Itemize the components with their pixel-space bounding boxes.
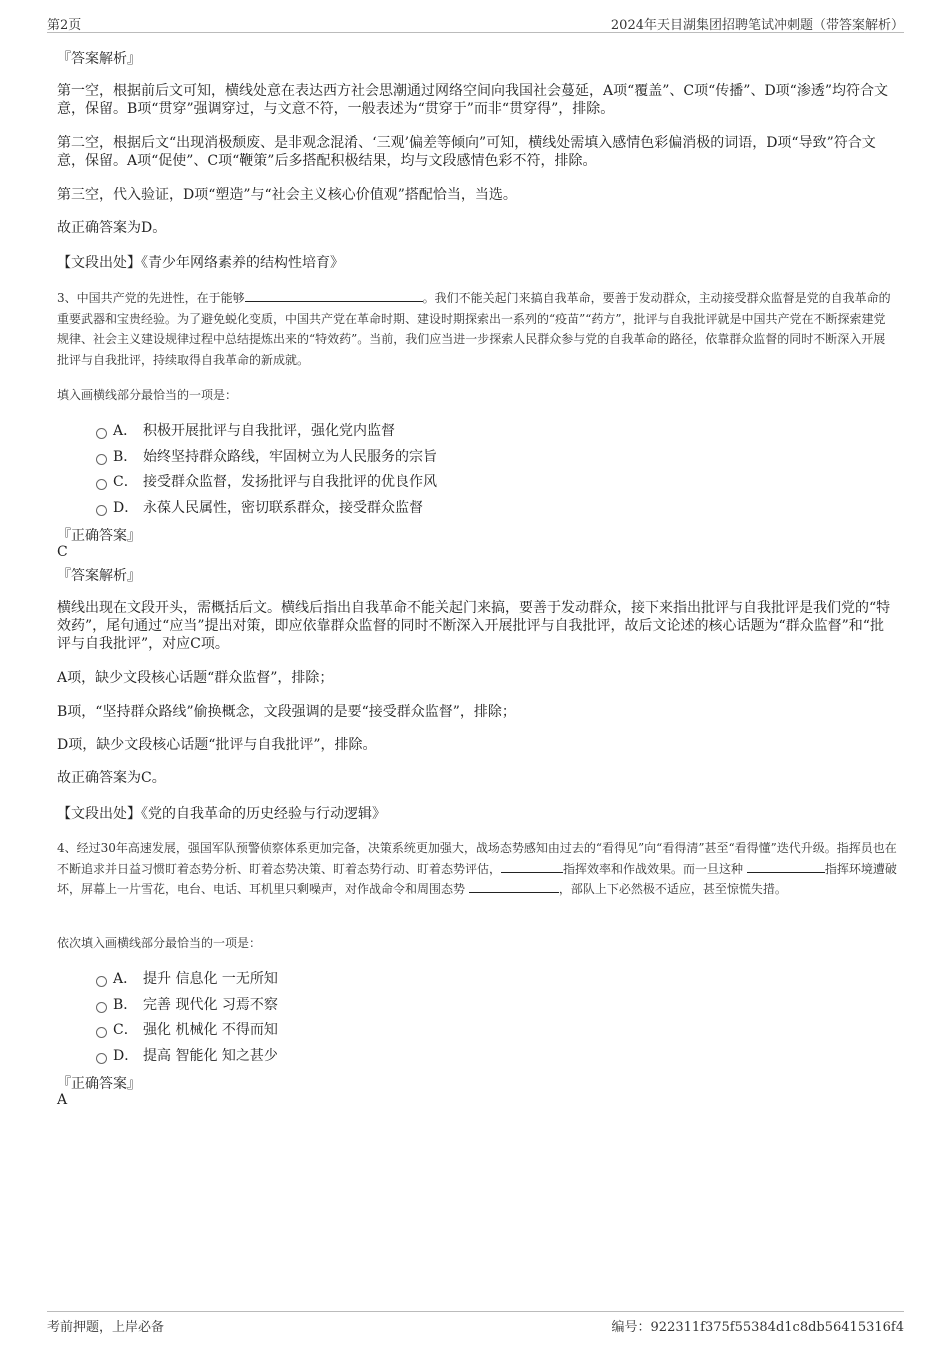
option-c[interactable]: C． 接受群众监督，发扬批评与自我批评的优良作风 xyxy=(96,471,437,491)
option-d[interactable]: D． 永葆人民属性，密切联系群众，接受群众监督 xyxy=(96,497,423,517)
radio-icon[interactable] xyxy=(96,454,107,465)
correct-answer-label: 『正确答案』 xyxy=(57,528,141,544)
correct-answer-label: 『正确答案』 xyxy=(57,1076,141,1092)
fill-blank xyxy=(469,880,559,893)
fill-blank xyxy=(245,289,423,302)
option-b[interactable]: B． 完善 现代化 习焉不察 xyxy=(96,994,278,1014)
radio-icon[interactable] xyxy=(96,976,107,987)
correct-answer-value: A xyxy=(57,1092,68,1108)
option-a[interactable]: A． 积极开展批评与自我批评，强化党内监督 xyxy=(96,420,395,440)
radio-icon[interactable] xyxy=(96,479,107,490)
option-b[interactable]: B． 始终坚持群众路线，牢固树立为人民服务的宗旨 xyxy=(96,446,437,466)
radio-icon[interactable] xyxy=(96,1002,107,1013)
option-a[interactable]: A． 提升 信息化 一无所知 xyxy=(96,968,278,988)
source-citation: 【文段出处】《党的自我革命的历史经验与行动逻辑》 xyxy=(57,806,386,822)
question-prompt: 填入画横线部分最恰当的一项是： xyxy=(57,388,238,402)
analysis-paragraph: 第二空，根据后文“出现消极颓废、是非观念混淆、‘三观’偏差等倾向”可知，横线处需填入感情色彩偏消极的词语，D项“导致”符合文意，保留。A项“促使”、C项“鞭策”后多搭配积极结果，均与文段感情色彩不符，排除。 xyxy=(57,135,876,169)
radio-icon[interactable] xyxy=(96,505,107,516)
footer-slogan: 考前押题，上岸必备 xyxy=(47,1320,165,1335)
analysis-label: 『答案解析』 xyxy=(57,51,141,67)
analysis-paragraph: 横线出现在文段开头，需概括后文。横线后指出自我革命不能关起门来搞，要善于发动群众，接下来指出批评与自我批评是我们党的“特效药”，尾句通过“应当”提出对策，即应依靠群众监督的同时不断深入开展批评与自我批评，故后文论述的核心话题为“群众监督”和“批评与自我批评”，对应C项。 xyxy=(57,600,891,652)
question-stem: 3、中国共产党的先进性，在于能够 。我们不能关起门来搞自我革命，要善于发动群众，主动接受群众监督是党的自我革命的重要武器和宝贵经验。为了避免蜕化变质，中国共产党在革命时期、建设时期探索出一系列的“疫苗”“药方”，批评与自我批评就是中国共产党在不断探索建党规律、社会主义建设规律过程中总结提炼出来的“特效药”。当前，我们应当进一步探索人民群众参与党的自我革命的路径，依靠群众监督的同时不断深入开展批评与自我批评，持续取得自我革命的新成就。 xyxy=(57,291,891,367)
analysis-conclusion: 故正确答案为C。 xyxy=(57,770,166,786)
analysis-paragraph: 第三空，代入验证，D项“塑造”与“社会主义核心价值观”搭配恰当，当选。 xyxy=(57,187,517,203)
analysis-paragraph: B项，“坚持群众路线”偷换概念，文段强调的是要“接受群众监督”，排除； xyxy=(57,704,516,720)
fill-blank xyxy=(747,860,825,873)
analysis-paragraph: 第一空，根据前后文可知，横线处意在表达西方社会思潮通过网络空间向我国社会蔓延，A项“覆盖”、C项“传播”、D项“渗透”均符合文意，保留。B项“贯穿”强调穿过，与文意不符，一般表述为“贯穿于”而非“贯穿得”，排除。 xyxy=(57,83,888,117)
radio-icon[interactable] xyxy=(96,1027,107,1038)
question-prompt: 依次填入画横线部分最恰当的一项是： xyxy=(57,936,262,950)
radio-icon[interactable] xyxy=(96,1053,107,1064)
page-footer xyxy=(47,1311,904,1334)
analysis-conclusion: 故正确答案为D。 xyxy=(57,220,167,236)
radio-icon[interactable] xyxy=(96,428,107,439)
option-c[interactable]: C． 强化 机械化 不得而知 xyxy=(96,1019,278,1039)
page-number: 第2页 xyxy=(47,18,82,33)
option-d[interactable]: D． 提高 智能化 知之甚少 xyxy=(96,1045,278,1065)
analysis-paragraph: A项，缺少文段核心话题“群众监督”，排除； xyxy=(57,670,334,686)
document-title: 2024年天目湖集团招聘笔试冲刺题（带答案解析） xyxy=(610,18,904,33)
question-stem: 4、经过30年高速发展，强国军队预警侦察体系更加完备，决策系统更加强大，战场态势感知由过去的“看得见”向“看得清”甚至“看得懂”迭代升级。指挥员也在不断追求并日益习惯盯着态势分析、盯着态势决策、盯着态势行动、盯着态势评估， 指挥效率和作战效果。而一旦这种 指挥环境遭破坏，屏幕上一片雪花，电台、电话、耳机里只剩噪声，对作战命令和周围态势 ，部队上下必然极不适应，甚至惊慌失措。 xyxy=(57,841,897,896)
analysis-paragraph: D项，缺少文段核心话题“批评与自我批评”，排除。 xyxy=(57,737,377,753)
analysis-label: 『答案解析』 xyxy=(57,568,141,584)
correct-answer-value: C xyxy=(57,544,68,560)
document-code: 编号：922311f375f55384d1c8db56415316f4 xyxy=(611,1320,904,1335)
page-header xyxy=(47,12,904,33)
source-citation: 【文段出处】《青少年网络素养的结构性培育》 xyxy=(57,255,344,271)
fill-blank xyxy=(501,860,563,873)
